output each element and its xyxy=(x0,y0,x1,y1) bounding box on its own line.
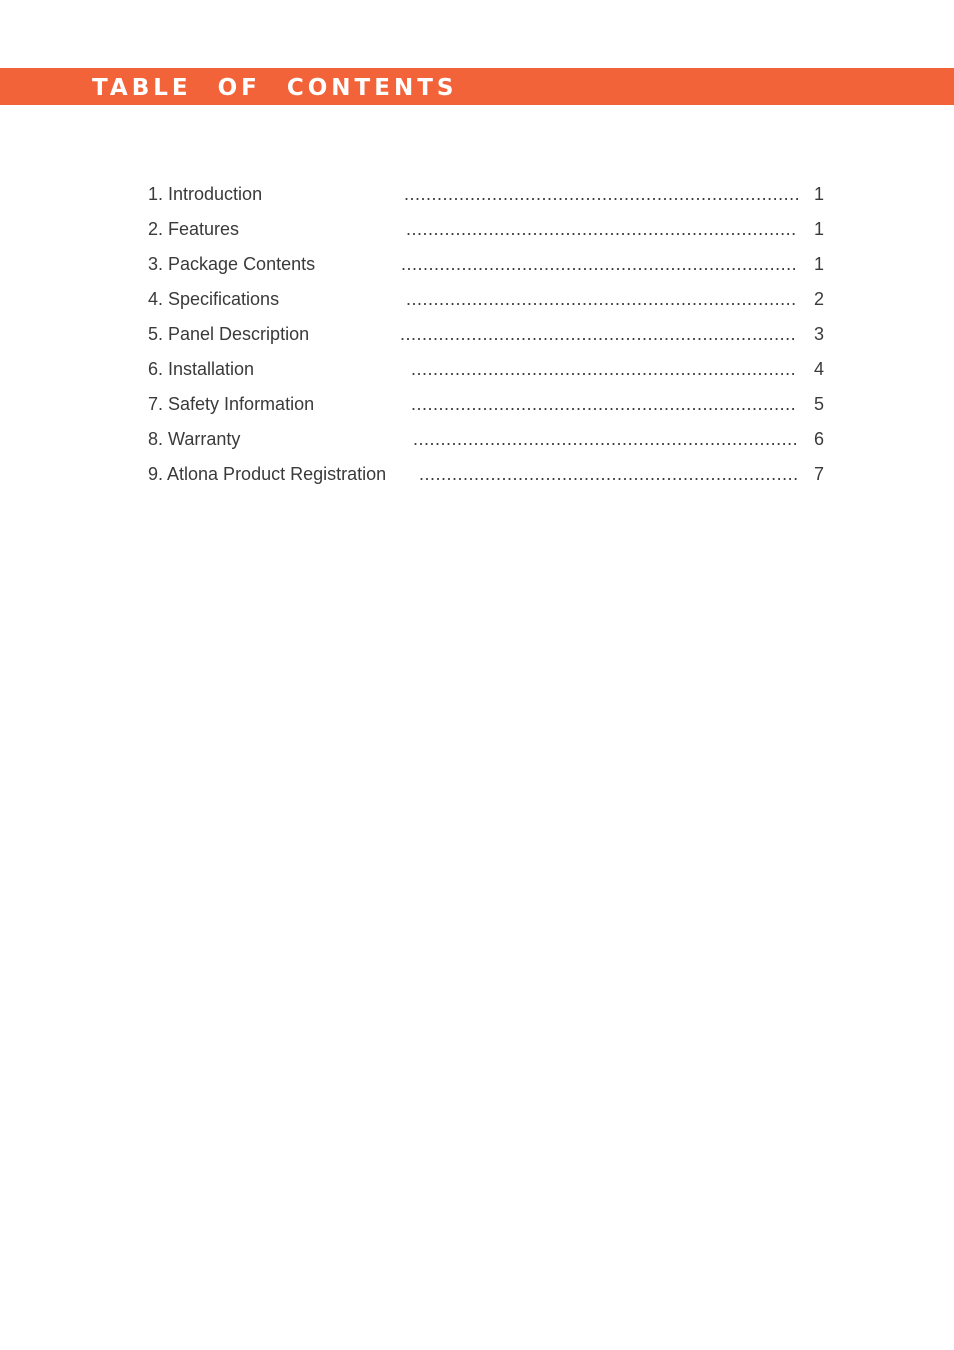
table-of-contents xyxy=(148,180,824,495)
header-bar xyxy=(0,68,954,105)
toc-page-number: 6 xyxy=(813,429,824,449)
toc-entry-label: 9. Atlona Product Registration xyxy=(148,464,387,484)
toc-dot-leader: ....................................................................... xyxy=(406,219,797,239)
toc-page-number: 1 xyxy=(813,254,824,274)
toc-entry-safety-information[interactable] xyxy=(148,390,824,425)
toc-entry-label: 8. Warranty xyxy=(148,429,241,449)
toc-entry-label: 4. Specifications xyxy=(148,289,280,309)
toc-dot-leader: ........................................................................ xyxy=(401,254,798,274)
toc-entry-warranty[interactable] xyxy=(148,425,824,460)
toc-dot-leader: ........................................................................ xyxy=(400,324,797,344)
toc-entry-label: 7. Safety Information xyxy=(148,394,315,414)
toc-entry-product-registration[interactable] xyxy=(148,460,824,495)
toc-page-number: 5 xyxy=(813,394,824,414)
page-title: TABLE OF CONTENTS xyxy=(92,75,458,101)
toc-page-number: 1 xyxy=(813,184,824,204)
toc-page-number: 7 xyxy=(813,464,824,484)
toc-page-number: 3 xyxy=(813,324,824,344)
toc-entry-introduction[interactable] xyxy=(148,180,824,215)
toc-entry-label: 2. Features xyxy=(148,219,240,239)
toc-dot-leader: ...................................................................... xyxy=(413,429,799,449)
toc-dot-leader: ....................................................................... xyxy=(406,289,797,309)
toc-entry-package-contents[interactable] xyxy=(148,250,824,285)
toc-page-number: 4 xyxy=(813,359,824,379)
toc-entry-label: 1. Introduction xyxy=(148,184,263,204)
toc-page-number: 1 xyxy=(813,219,824,239)
toc-dot-leader: ..................................................................... xyxy=(419,464,799,484)
toc-entry-label: 3. Package Contents xyxy=(148,254,316,274)
toc-entry-installation[interactable] xyxy=(148,355,824,390)
toc-entry-features[interactable] xyxy=(148,215,824,250)
toc-entry-panel-description[interactable] xyxy=(148,320,824,355)
toc-page-number: 2 xyxy=(813,289,824,309)
toc-dot-leader: ...................................................................... xyxy=(411,359,797,379)
toc-dot-leader: ...................................................................... xyxy=(411,394,797,414)
toc-entry-specifications[interactable] xyxy=(148,285,824,320)
toc-entry-label: 5. Panel Description xyxy=(148,324,310,344)
toc-dot-leader: ........................................................................ xyxy=(404,184,801,204)
toc-entry-label: 6. Installation xyxy=(148,359,255,379)
